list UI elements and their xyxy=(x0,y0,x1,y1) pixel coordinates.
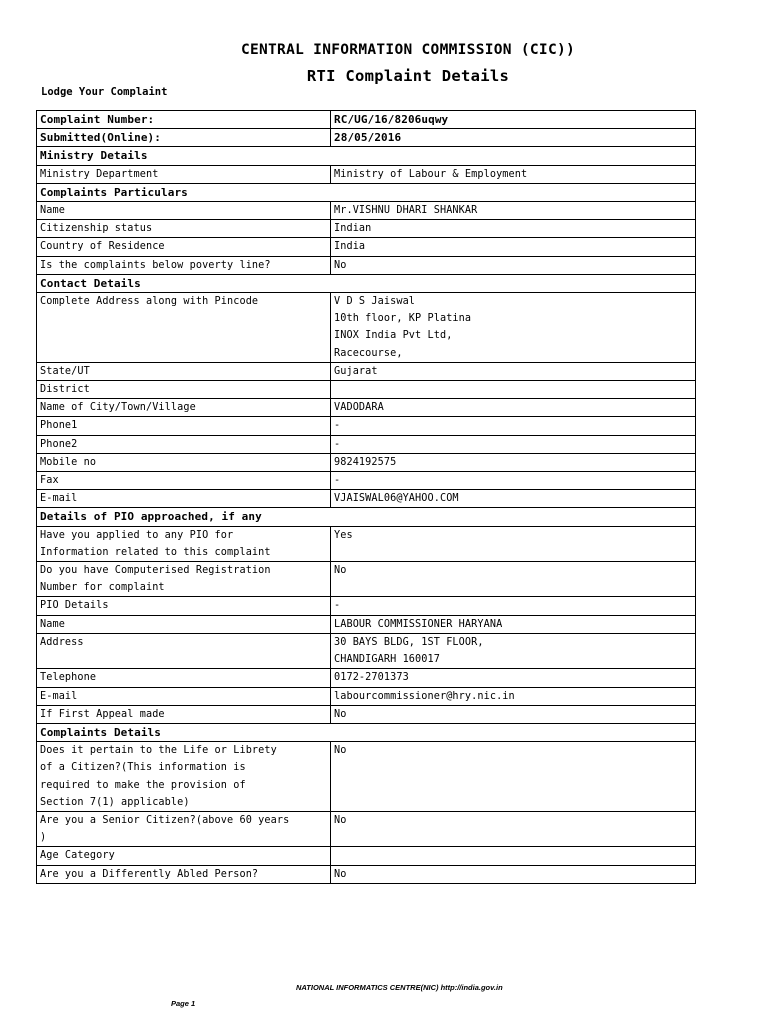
field-value xyxy=(331,381,696,399)
field-label: Ministry Department xyxy=(37,165,331,183)
field-label: Is the complaints below poverty line? xyxy=(37,256,331,274)
field-value: Gujarat xyxy=(331,362,696,380)
field-value: - xyxy=(331,435,696,453)
table-row xyxy=(37,526,696,561)
section-title: Complaints Details xyxy=(37,723,696,741)
table-row xyxy=(37,742,696,812)
table-row xyxy=(37,472,696,490)
field-value: Indian xyxy=(331,220,696,238)
field-value: 9824192575 xyxy=(331,453,696,471)
field-value: LABOUR COMMISSIONER HARYANA xyxy=(331,615,696,633)
field-value: 30 BAYS BLDG, 1ST FLOOR, CHANDIGARH 160017 xyxy=(331,633,696,668)
field-label: State/UT xyxy=(37,362,331,380)
field-label: Have you applied to any PIO for Information related to this complaint xyxy=(37,526,331,561)
complaint-details-table xyxy=(36,110,696,884)
table-row xyxy=(37,362,696,380)
table-row xyxy=(37,847,696,865)
table-row xyxy=(37,111,696,129)
field-label: Mobile no xyxy=(37,453,331,471)
table-row xyxy=(37,453,696,471)
section-header-row xyxy=(37,147,696,165)
field-label: Age Category xyxy=(37,847,331,865)
table-row xyxy=(37,687,696,705)
field-value: No xyxy=(331,742,696,812)
field-value: - xyxy=(331,597,696,615)
table-row xyxy=(37,293,696,363)
field-value: V D S Jaiswal 10th floor, KP Platina INOX India Pvt Ltd, Racecourse, xyxy=(331,293,696,363)
section-header-row xyxy=(37,274,696,292)
table-row xyxy=(37,811,696,846)
field-label: Fax xyxy=(37,472,331,490)
field-value: No xyxy=(331,705,696,723)
section-title: Contact Details xyxy=(37,274,696,292)
field-label: E-mail xyxy=(37,687,331,705)
section-title: Complaints Particulars xyxy=(37,183,696,201)
section-header-row xyxy=(37,508,696,526)
field-value: Ministry of Labour & Employment xyxy=(331,165,696,183)
table-row xyxy=(37,256,696,274)
field-value: No xyxy=(331,562,696,597)
table-row xyxy=(37,202,696,220)
field-value: No xyxy=(331,256,696,274)
table-row xyxy=(37,129,696,147)
document-title: CENTRAL INFORMATION COMMISSION (CIC)) xyxy=(240,42,576,58)
section-title: Ministry Details xyxy=(37,147,696,165)
field-value: Mr.VISHNU DHARI SHANKAR xyxy=(331,202,696,220)
table-row xyxy=(37,165,696,183)
field-label: Name xyxy=(37,615,331,633)
table-row xyxy=(37,238,696,256)
table-row xyxy=(37,705,696,723)
field-value: VADODARA xyxy=(331,399,696,417)
table-row xyxy=(37,633,696,668)
field-value: RC/UG/16/8206uqwy xyxy=(331,111,696,129)
field-value: labourcommissioner@hry.nic.in xyxy=(331,687,696,705)
table-row xyxy=(37,490,696,508)
field-label: District xyxy=(37,381,331,399)
field-value: VJAISWAL06@YAHOO.COM xyxy=(331,490,696,508)
table-row xyxy=(37,435,696,453)
field-value: No xyxy=(331,865,696,883)
document-subtitle: RTI Complaint Details xyxy=(306,67,510,85)
table-row xyxy=(37,220,696,238)
field-label: Citizenship status xyxy=(37,220,331,238)
table-row xyxy=(37,562,696,597)
field-label: Country of Residence xyxy=(37,238,331,256)
section-title: Details of PIO approached, if any xyxy=(37,508,696,526)
field-value: - xyxy=(331,417,696,435)
field-label: Complaint Number: xyxy=(37,111,331,129)
field-label: Phone1 xyxy=(37,417,331,435)
field-value: India xyxy=(331,238,696,256)
field-label: Address xyxy=(37,633,331,668)
lodge-complaint-label: Lodge Your Complaint xyxy=(41,86,168,98)
field-value: 28/05/2016 xyxy=(331,129,696,147)
field-label: Are you a Senior Citizen?(above 60 years ) xyxy=(37,811,331,846)
field-label: Name xyxy=(37,202,331,220)
field-label: PIO Details xyxy=(37,597,331,615)
footer-nic: NATIONAL INFORMATICS CENTRE(NIC) http://india.gov.in xyxy=(296,983,503,992)
field-label: Telephone xyxy=(37,669,331,687)
table-row xyxy=(37,381,696,399)
table-row xyxy=(37,669,696,687)
field-label: Phone2 xyxy=(37,435,331,453)
field-label: Are you a Differently Abled Person? xyxy=(37,865,331,883)
field-label: E-mail xyxy=(37,490,331,508)
table-row xyxy=(37,865,696,883)
table-row xyxy=(37,615,696,633)
field-label: Complete Address along with Pincode xyxy=(37,293,331,363)
field-value: No xyxy=(331,811,696,846)
section-header-row xyxy=(37,183,696,201)
field-value xyxy=(331,847,696,865)
table-row xyxy=(37,417,696,435)
section-header-row xyxy=(37,723,696,741)
field-value: 0172-2701373 xyxy=(331,669,696,687)
page-number: Page 1 xyxy=(171,999,196,1008)
field-label: Does it pertain to the Life or Librety of a Citizen?(This information is required to make the provision of Section 7(1) applicable) xyxy=(37,742,331,812)
field-label: Name of City/Town/Village xyxy=(37,399,331,417)
table-row xyxy=(37,597,696,615)
field-value: - xyxy=(331,472,696,490)
field-label: Do you have Computerised Registration Number for complaint xyxy=(37,562,331,597)
field-value: Yes xyxy=(331,526,696,561)
table-row xyxy=(37,399,696,417)
field-label: If First Appeal made xyxy=(37,705,331,723)
field-label: Submitted(Online): xyxy=(37,129,331,147)
